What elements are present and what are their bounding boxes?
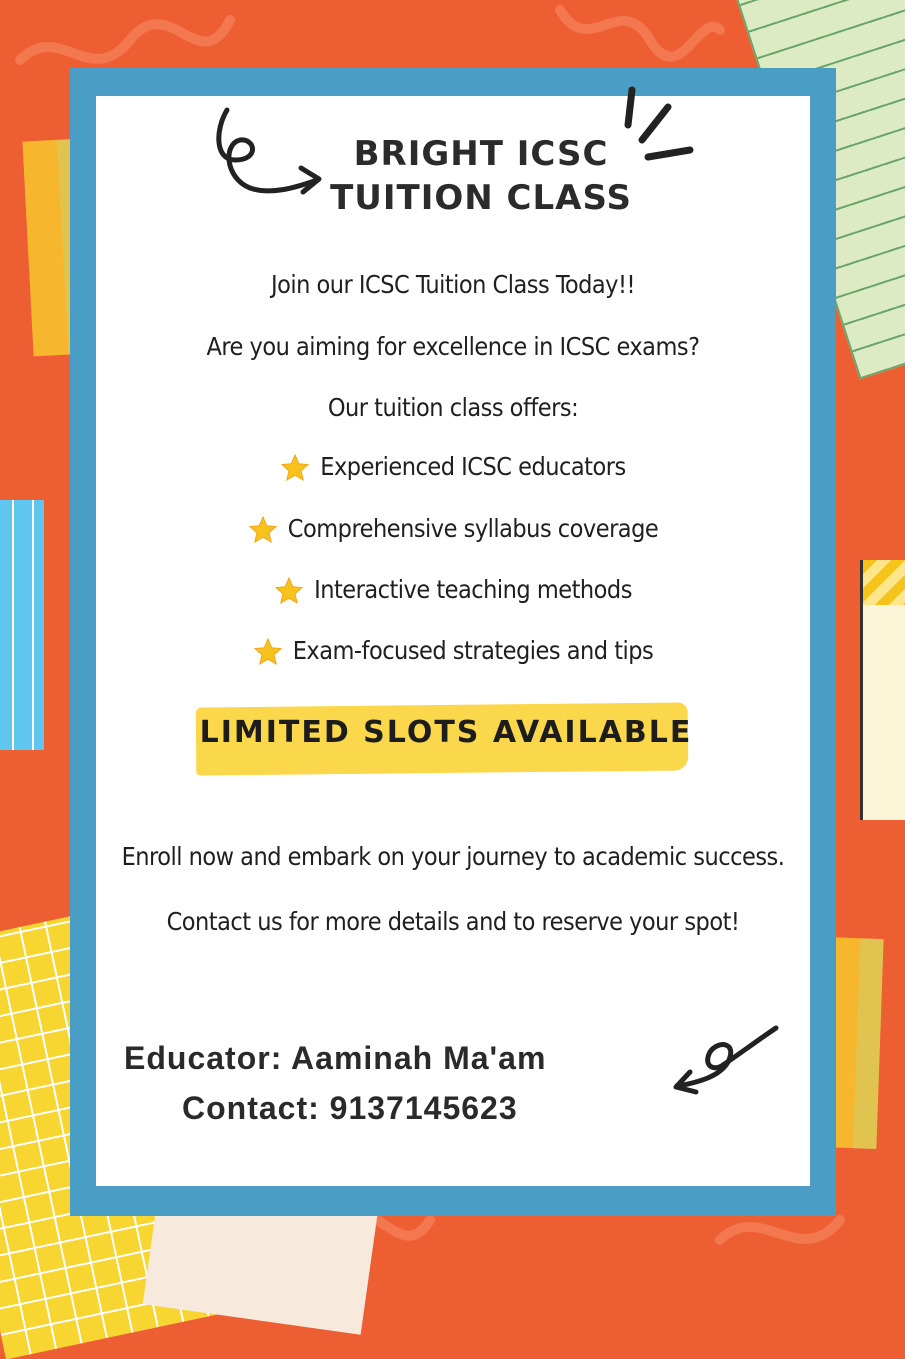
feature-item bbox=[96, 512, 810, 546]
cta-line-1: Enroll now and embark on your journey to academic success. bbox=[121, 842, 785, 871]
limited-slots-banner: LIMITED SLOTS AVAILABLE bbox=[199, 715, 693, 750]
poster-title-line2: TUITION CLASS bbox=[330, 178, 632, 218]
star-icon bbox=[280, 453, 310, 483]
cta-line-2: Contact us for more details and to reserve your spot! bbox=[166, 907, 740, 936]
contact-number: Contact: 9137145623 bbox=[182, 1090, 518, 1126]
feature-label: Exam-focused strategies and tips bbox=[292, 636, 654, 665]
intro-line-3: Our tuition class offers: bbox=[327, 393, 579, 422]
educator-name: Educator: Aaminah Ma'am bbox=[124, 1040, 547, 1076]
feature-item bbox=[96, 634, 810, 668]
feature-label: Comprehensive syllabus coverage bbox=[287, 514, 659, 543]
curly-arrow-icon bbox=[668, 1020, 788, 1100]
intro-line-1: Join our ICSC Tuition Class Today!! bbox=[270, 270, 636, 299]
star-icon bbox=[253, 637, 283, 667]
star-icon bbox=[248, 515, 278, 545]
feature-label: Interactive teaching methods bbox=[314, 575, 632, 604]
note-paper-decoration bbox=[860, 560, 905, 820]
blue-strip-decoration bbox=[0, 500, 44, 750]
intro-line-2: Are you aiming for excellence in ICSC exams? bbox=[206, 332, 700, 361]
feature-item bbox=[96, 450, 810, 484]
feature-label: Experienced ICSC educators bbox=[320, 452, 626, 481]
poster-title-line1: BRIGHT ICSC bbox=[353, 134, 609, 174]
star-icon bbox=[274, 576, 304, 606]
feature-item bbox=[96, 573, 810, 607]
